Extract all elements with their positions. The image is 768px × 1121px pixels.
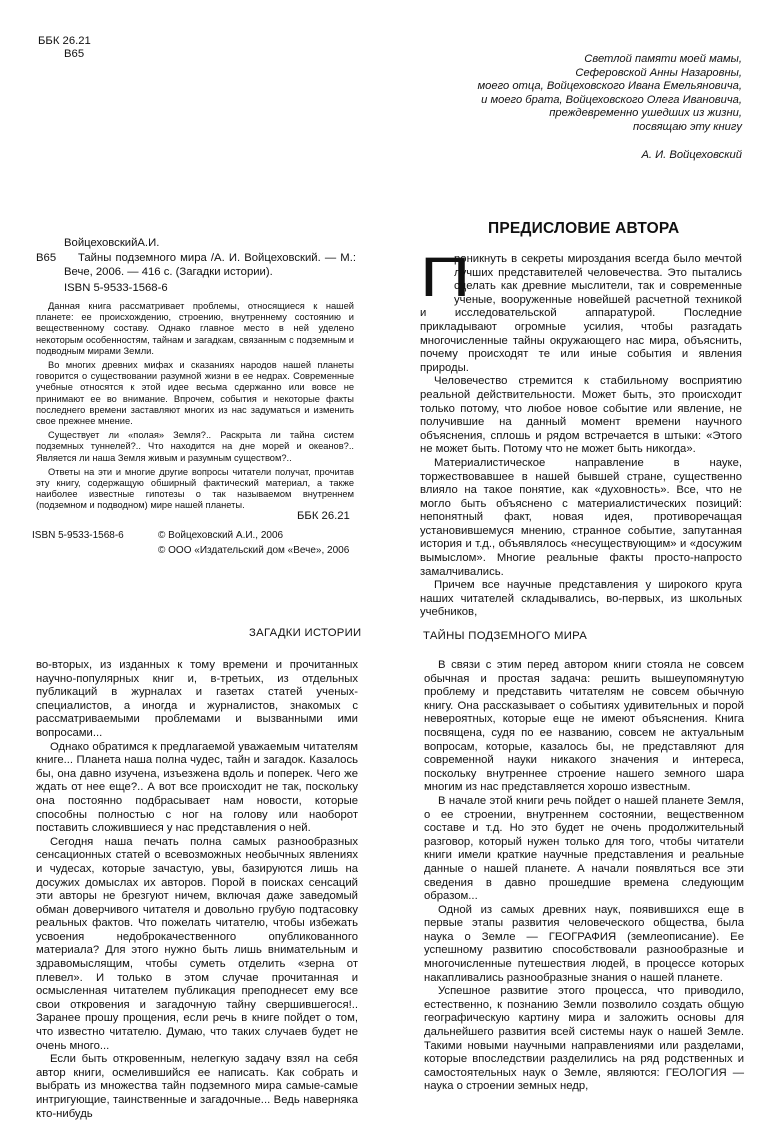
preface-paragraph: Причем все научные представления у широкого круга наших читателей складывались, во-первых, из школьных учебников, — [420, 579, 742, 619]
preface-paragraph: Материалистическое направление в науке, торжествовавшее в нашей бывшей стране, существенно влияло на такое понятие, как «духовность». Все, что не могло быть объяснено с материалистических позиций: непонятный факт, новая идея, противоречащая установившемуся мнению, странное событие, запутанная история и т.д., объявлялось «несуществующим» и «досужим вымыслом». Многие реальные факты просто-напросто замалчивались. — [420, 456, 742, 578]
copyright-publisher: © ООО «Издательский дом «Вече», 2006 — [158, 545, 350, 556]
dedication-line: Светлой памяти моей мамы, — [584, 53, 742, 65]
dedication-author: А. И. Войцеховский — [641, 148, 742, 161]
dedication — [382, 53, 742, 162]
catalog-author: ВойцеховскийА.И. — [64, 237, 160, 249]
right-paragraph: Одной из самых древних наук, появившихся еще в первые этапы развития человеческого общества, была наука о Земле — ГЕОГРАФИЯ (землеописание). Ее успешному развитию способствовали разнообразные и многочисленные путешествия людей, в процессе которых накапливались разнообразные знания о нашей планете. — [424, 903, 744, 984]
annotation-paragraph: Данная книга рассматривает проблемы, относящиеся к нашей планете: ее происхождению, строению, внутреннему состоянию и вещественному составу. Однако главное место в ней уделено некоторым особенностям, тайнам и загадкам, связанным с подземным и подводным мирами Земли. — [36, 301, 354, 356]
bbk-code: ББК 26.21 — [38, 35, 91, 47]
dedication-line: преждевременно ушедших из жизни, — [549, 107, 742, 120]
left-page-text — [36, 659, 358, 1121]
catalog-desc-line: Тайны подземного мира /А. И. Войцеховский. — М.: — [78, 252, 356, 264]
dedication-line: Сеферовской Анны Назаровны, — [575, 66, 742, 79]
preface-paragraph: Человечество стремится к стабильному восприятию реальной действительности. Может быть, это происходит только потому, что любое новое событие или явление, не получившие на данный момент времени научного объяснения, сплошь и рядом встречается в штыки: «Этого не может быть. Потому что не может быть никогда». — [420, 375, 742, 456]
annotation-paragraph: Ответы на эти и многие другие вопросы читатели получат, прочитав эту книгу, содержащую обширный фактический материал, а также наиболее известные гипотезы о так называемом внутреннем (подземном и подводном) мире нашей планеты. — [36, 466, 354, 511]
right-paragraph: В начале этой книги речь пойдет о нашей планете Земля, о ее строении, внутреннем состоянии, вещественном составе и т.д. Но это будет не очень продолжительный разговор, который нужен только для того, чтобы читатели книги имели краткие научные представления и реальные данные о нашей планете. А начали появляться все эти сведения в давно прошедшие времена следующим образом... — [424, 794, 744, 903]
right-paragraph: В связи с этим перед автором книги стояла не совсем обычная и простая задача: решить вышеупомянутую проблему и представить читателям не совсем обычную книгу. Она рассказывает о событиях удивительных и порой невероятных, которые еще не имеют объяснения. Книга посвящена, судя по ее названию, совсем не актуальным вопросам, которые, казалось бы, не представляют для современной науки никакого значения и интереса, поскольку внутреннее строение нашего земного шара многим из нас представляется хорошо известным. — [424, 659, 744, 794]
preface-text — [420, 245, 742, 620]
dedication-line: и моего брата, Войцеховского Олега Ивановича, — [481, 93, 742, 106]
running-head-left: ЗАГАДКИ ИСТОРИИ — [249, 627, 362, 639]
udc-code: В65 — [64, 48, 85, 60]
catalog-isbn: ISBN 5-9533-1568-6 — [64, 282, 168, 294]
annotation-paragraph: Во многих древних мифах и сказаниях народов нашей планеты говорится о существовании разумной жизни в ее недрах. Современные учебные относятся к этой идее весьма сдержанно или вовсе не принимают ее во внимание. Впрочем, события и некоторые факты последнего времени заставляют многих из нас задуматься и изменить свое прежнее мнение. — [36, 360, 354, 427]
catalog-code: В65 — [36, 252, 57, 264]
preface-paragraph — [420, 245, 742, 375]
left-paragraph: во-вторых, из изданных к тому времени и прочитанных научно-популярных книг и, в-третьих, из отдельных публикаций в журналах и газетах статей ученых-специалистов, а иногда и журналистов, знакомых с рассматриваемыми проблемами и вызванными ими вопросами... — [36, 659, 358, 739]
isbn-bottom: ISBN 5-9533-1568-6 — [32, 530, 124, 541]
preface-paragraph-text: роникнуть в секреты мироздания всегда было мечтой лучших представителей человечества. Это пытались сделать как древние мыслители, так и современные ученые, вооруженные новейшей расчетной техникой и исследовательской аппаратурой. Последние прикладывают огромные усилия, чтобы разгадать многочисленные тайны окружающего нас мира, объяснить, почему происходят те или иные события и явления природы. — [420, 253, 742, 374]
left-paragraph: Однако обратимся к предлагаемой уважаемым читателям книге... Планета наша полна чудес, тайн и загадок. Казалось бы, она давно изучена, изъезжена вдоль и поперек. Чего же ждать от нее еще?.. А вот все происходит не так, поскольку она постоянно подбрасывает нам новости, которые способны полностью с ног на голову или наоборот поставить сложившиеся у нас представления о ней. — [36, 740, 358, 835]
annotation — [36, 301, 354, 515]
dedication-line: посвящаю эту книгу — [633, 120, 742, 133]
dedication-line: моего отца, Войцеховского Ивана Емельяновича, — [477, 80, 742, 93]
right-page-text — [424, 659, 744, 1093]
catalog-desc-line: Вече, 2006. — 416 с. (Загадки истории). — [64, 265, 273, 278]
bbk-code-bottom: ББК 26.21 — [297, 510, 350, 522]
running-head-right: ТАЙНЫ ПОДЗЕМНОГО МИРА — [423, 630, 588, 642]
left-paragraph: Сегодня наша печать полна самых разнообразных сенсационных статей о всевозможных необычных явлениях и чудесах, которые зачастую, увы, базируются лишь на досужих домыслах их авторов. Порой в поисках сенсаций эти авторы не брезгуют ничем, включая даже заведомый обман доверчивого читателя и довольно грубую подтасовку реальных фактов. Что пожелать читателю, чтобы избежать усвоения недоброкачественного опубликованного материала? Для этого нужно быть лишь внимательным и здравомыслящим, чтобы суметь отделить «зерна от плевел». И только в этом случае прочитанная и осмысленная читателем публикация преподнесет ему все свои откровения и загадочную тайну свершившегося!.. Заранее прошу прощения, если речь в книге пойдет о том, что известно читателю. Думаю, что таких случаев будет не очень много... — [36, 835, 358, 1052]
dropcap-letter: П — [420, 245, 471, 308]
right-paragraph: Успешное развитие этого процесса, что приводило, естественно, к познанию Земли позволило создать общую географическую картину мира и заложить основы для дальнейшего развития всей системы наук о нашей Земле. Такими новыми научными направлениями или разделами, которые впоследствии разделились на ряд родственных и самостоятельных наук о Земле, являются: ГЕОЛОГИЯ —наука о строении земных недр, — [424, 985, 744, 1093]
catalog-description — [64, 252, 356, 279]
copyright-author: © Войцеховский А.И., 2006 — [158, 530, 284, 541]
preface-title: ПРЕДИСЛОВИЕ АВТОРА — [488, 220, 680, 237]
left-paragraph: Если быть откровенным, нелегкую задачу взял на себя автор книги, осмелившийся ее написать. Как собрать и выбрать из множества тайн подземного мира самые-самые интригующие, таинственные и загадочные... Ведь наверняка кто-нибудь — [36, 1053, 358, 1120]
annotation-paragraph: Существует ли «полая» Земля?.. Раскрыта ли тайна систем подземных туннелей?.. Что находится на дне морей и океанов?.. Является ли наша Земля живым и разумным существом?.. — [36, 430, 354, 463]
